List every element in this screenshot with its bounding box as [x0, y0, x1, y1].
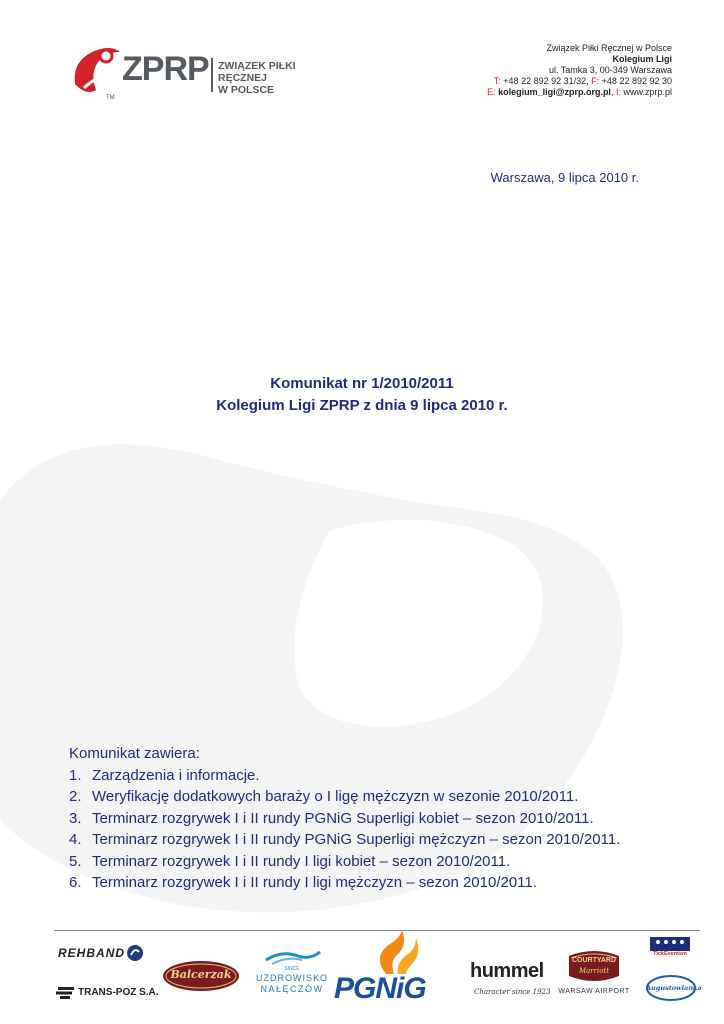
rehband-circle-icon — [126, 944, 144, 962]
item-text: Terminarz rozgrywek I i II rundy I ligi kobiet – sezon 2010/2011. — [92, 852, 511, 870]
marriott-text: Marriott — [578, 967, 610, 975]
title-line2: Kolegium Ligi ZPRP z dnia 9 lipca 2010 r. — [216, 397, 508, 414]
logo-tm: TM — [106, 95, 115, 101]
courtyard-marriott-logo — [556, 948, 632, 998]
item-text: Weryfikację dodatkowych baraży o I ligę mężczyzn w sezonie 2010/2011. — [92, 788, 579, 805]
item-number: 1. — [69, 766, 82, 784]
item-number: 3. — [69, 809, 82, 827]
contents-section — [69, 743, 689, 894]
contents-list — [69, 765, 689, 894]
uzdrowisko-line2: NAŁĘCZÓW — [260, 984, 324, 994]
uzdrowisko-since: SINCE — [284, 966, 300, 972]
header-contact — [487, 43, 672, 98]
department: Kolegium Ligi — [612, 54, 672, 64]
transpoz-stripes-icon — [56, 986, 76, 1000]
web-label: I: — [615, 87, 621, 97]
fax-label: F: — [591, 76, 600, 86]
email-label: E: — [487, 87, 496, 97]
contents-heading: Komunikat zawiera: — [69, 745, 200, 762]
logo-subtitle — [218, 60, 338, 96]
tickevents-text: TickEventsm — [653, 951, 687, 957]
transpoz-logo — [56, 985, 159, 1003]
pgnig-text: PGNiG — [334, 972, 426, 1005]
item-number: 5. — [69, 852, 82, 870]
phone: +48 22 892 92 31/32, — [503, 76, 589, 86]
tickevents-figures-icon — [650, 937, 690, 951]
list-item — [69, 808, 689, 830]
item-number: 4. — [69, 831, 82, 848]
web-link[interactable]: www.zprp.pl — [623, 87, 672, 97]
item-text: Terminarz rozgrywek I i II rundy PGNiG Superligi kobiet – sezon 2010/2011. — [92, 809, 594, 827]
item-number: 6. — [69, 874, 82, 891]
balcerzak-logo — [162, 960, 240, 992]
address: ul. Tamka 3, 00-349 Warszawa — [548, 65, 672, 75]
document-date: Warszawa, 9 lipca 2010 r. — [490, 170, 639, 185]
transpoz-text: TRANS-POZ S.A. — [78, 987, 159, 998]
list-item — [69, 872, 689, 894]
item-number: 2. — [69, 788, 82, 805]
logo-subtitle-line2: W POLSCE — [218, 84, 275, 96]
tickevents-logo — [650, 937, 690, 959]
courtyard-badge-icon — [567, 948, 621, 984]
augustowianka-text: Augustowianka — [646, 984, 702, 992]
email-link[interactable]: kolegium_ligi@zprp.org.pl — [498, 87, 611, 97]
item-text: Terminarz rozgrywek I i II rundy I ligi mężczyzn – sezon 2010/2011. — [92, 874, 537, 891]
zprp-logo — [70, 40, 340, 110]
logo-separator — [211, 58, 213, 92]
hummel-text: hummel — [470, 960, 544, 982]
uzdrowisko-naleczow-logo — [252, 948, 332, 998]
rehband-logo — [58, 944, 148, 964]
warsaw-airport-text: WARSAW AIRPORT — [558, 988, 630, 995]
hummel-tagline: Character since 1923 — [474, 988, 551, 996]
contact-line: E: kolegium_ligi@zprp.org.pl, I: www.zprp.pl — [487, 87, 672, 97]
phone-line — [487, 76, 672, 87]
balcerzak-text: Balcerzak — [170, 968, 232, 981]
list-item — [69, 765, 689, 787]
uzdrowisko-wave-icon — [262, 948, 322, 966]
logo-name: ZPRP — [122, 50, 209, 88]
uzdrowisko-line1: UZDROWISKO — [256, 973, 328, 983]
list-item — [69, 786, 689, 808]
phone-label: T: — [493, 76, 501, 86]
org-name: Związek Piłki Ręcznej w Polsce — [546, 43, 672, 53]
rehband-text: REHBAND — [58, 946, 125, 960]
pgnig-logo — [334, 930, 454, 1010]
document-title — [0, 373, 724, 417]
courtyard-text: COURTYARD — [571, 957, 617, 964]
list-item — [69, 851, 689, 873]
augustowianka-logo — [646, 975, 702, 1001]
hummel-logo — [468, 960, 551, 1000]
item-text: Zarządzenia i informacje. — [92, 766, 260, 784]
fax: +48 22 892 92 30 — [601, 76, 672, 86]
title-line1: Komunikat nr 1/2010/2011 — [270, 375, 454, 392]
list-item — [69, 829, 689, 851]
pgnig-flame-icon — [372, 930, 422, 976]
item-text: Terminarz rozgrywek I i II rundy PGNiG Superligi mężczyzn – sezon 2010/2011. — [92, 831, 621, 848]
logo-subtitle-line1: ZWIĄZEK PIŁKI RĘCZNEJ — [218, 60, 296, 84]
